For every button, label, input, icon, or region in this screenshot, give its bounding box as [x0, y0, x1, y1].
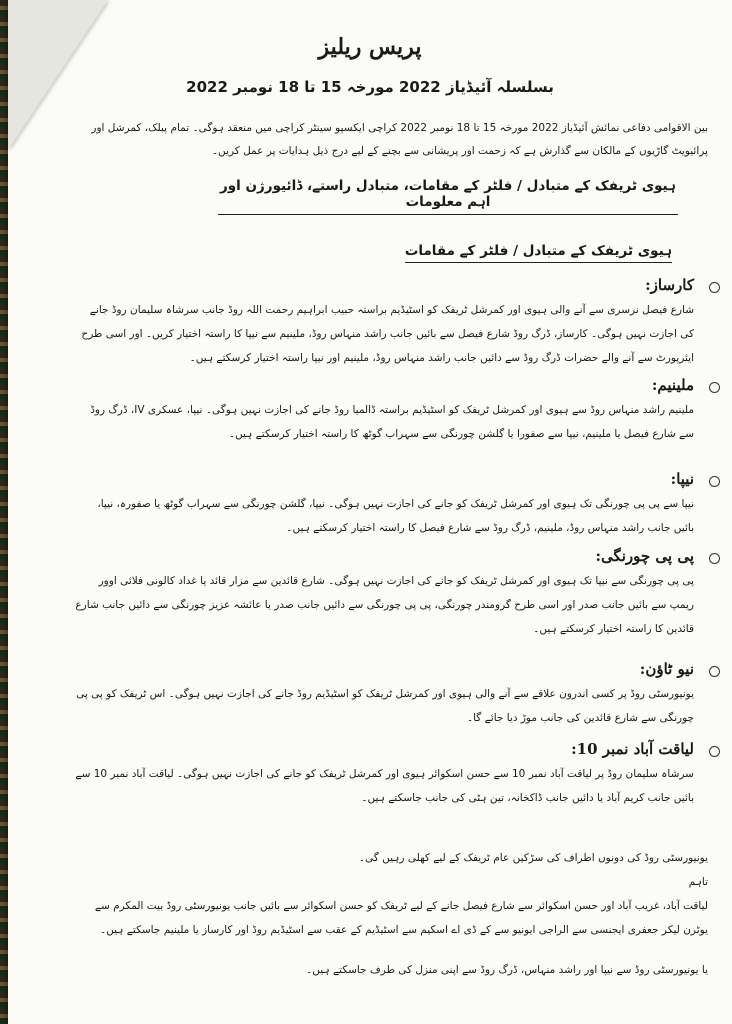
closing-line-1: یونیورسٹی روڈ کی دونوں اطراف کی سڑکیں عام ٹریفک کے لیے کھلی رہیں گی۔	[358, 852, 708, 864]
closing-line-2: تاہم	[688, 876, 708, 888]
list-item	[74, 470, 694, 540]
document-page	[8, 0, 732, 1024]
bullet-circle-icon	[709, 666, 720, 677]
item-body: پی پی چورنگی سے نیپا تک ہیوی اور کمرشل ٹریفک کو جانے کی اجازت نہیں ہوگی۔ شارع قائدین سے مزار قائد یا غداد کالونی فلائی اوور ریمپ سے بائیں جانب صدر اور اسی طرح گرومندر چورنگی، پی پی چورنگی سے دائیں جانب صدر یا عائشہ عزیز چورنگی سے دائیں جانب شارع قائدین کا راستہ اختیار کرسکتے ہیں۔	[75, 575, 694, 635]
item-title: لیاقت آباد نمبر 10:	[571, 740, 694, 758]
bullet-circle-icon	[709, 476, 720, 487]
item-title: ملینیم:	[651, 376, 694, 394]
bullet-circle-icon	[709, 382, 720, 393]
intro-paragraph: بین الاقوامی دفاعی نمائش آئیڈیاز 2022 مورخہ 15 تا 18 نومبر 2022 کراچی ایکسپو سینٹر کراچی میں منعقد ہوگی۔ تمام پبلک، کمرشل اور پرائیویٹ گاڑیوں کے مالکان سے گذارش ہے کہ زحمت اور پریشانی سے بچنے کے لیے درج ذیل ہدایات پر عمل کریں۔	[91, 122, 708, 157]
closing-line-4: یا یونیورسٹی روڈ سے نیپا اور راشد منہاس، ڈرگ روڈ سے اپنی منزل کی طرف جاسکتے ہیں۔	[306, 964, 708, 976]
item-body: نیپا سے پی پی چورنگی تک ہیوی اور کمرشل ٹریفک کو جانے کی اجازت نہیں ہوگی۔ نیپا، گلشن چورنگی سے سہراب گوٹھ یا صفورہ، نیپا، بائیں جانب راشد منہاس روڈ، ملینیم، ڈرگ روڈ سے شارع فیصل کا راستہ اختیار کرسکتے ہیں۔	[97, 498, 694, 534]
item-body: شارع فیصل نرسری سے آنے والی ہیوی اور کمرشل ٹریفک کو اسٹیڈیم براستہ حبیب ابراہیم رحمت اللہ روڈ جانب سرشاہ سلیمان روڈ جانے کی اجازت نہیں ہوگی۔ کارساز، ڈرگ روڈ شارع فیصل سے بائیں جانب راشد منہاس روڈ، ملینیم سے نیپا کا راستہ اختیار کریں۔ اور اسی طرح ایئرپورٹ سے آنے والے حضرات ڈرگ روڈ سے دائیں جانب راشد منہاس روڈ، ملینیم اور نیپا راستہ اختیار کرسکتے ہیں۔	[81, 304, 694, 364]
item-body: سرشاہ سلیمان روڈ پر لیاقت آباد نمبر 10 سے حسن اسکوائر ہیوی اور کمرشل ٹریفک کو جانے کی اجازت نہیں ہوگی۔ لیاقت آباد نمبر 10 سے بائیں جانب کریم آباد یا دائیں جانب ڈاکخانہ، تین ہٹی کی جانب جاسکتے ہیں۔	[75, 768, 694, 804]
page-title: پریس ریلیز	[318, 34, 422, 60]
item-body: ملینیم راشد منہاس روڈ سے ہیوی اور کمرشل ٹریفک کو اسٹیڈیم براستہ ڈالمیا روڈ جانے کی اجازت نہیں ہوگی۔ نیپا، عسکری IV، ڈرگ روڈ سے شارع فیصل یا ملینیم، نیپا سے صفورا یا گلشن چورنگی سے سہراب گوٹھ کا راستہ اختیار کرسکتے ہیں۔	[90, 404, 694, 440]
bullet-circle-icon	[709, 282, 720, 293]
bullet-circle-icon	[709, 553, 720, 564]
item-title: نیو ٹاؤن:	[639, 660, 694, 678]
list-item	[74, 547, 694, 641]
item-title: کارساز:	[645, 276, 694, 294]
list-item	[74, 740, 694, 810]
page-subtitle: بسلسلہ آئیڈیاز 2022 مورخہ 15 تا 18 نومبر 2022	[186, 78, 554, 96]
list-item	[74, 276, 694, 370]
section-heading: ہیوی ٹریفک کے متبادل / فلٹر کے مقامات	[405, 243, 672, 263]
list-item	[74, 376, 694, 446]
main-heading: ہیوی ٹریفک کے متبادل / فلٹر کے مقامات، متبادل راستے، ڈائیورژن اور اہم معلومات	[218, 178, 678, 215]
item-title: پی پی چورنگی:	[595, 547, 694, 565]
list-item	[74, 660, 694, 730]
item-body: یونیورسٹی روڈ پر کسی اندرون علاقے سے آنے والی ہیوی اور کمرشل ٹریفک کو اسٹیڈیم روڈ جانے کی اجازت نہیں ہوگی۔ اس ٹریفک کو پی پی چورنگی سے شارع قائدین کی جانب موڑ دیا جائے گا۔	[76, 688, 694, 724]
closing-line-3: لیاقت آباد، غریب آباد اور حسن اسکوائر سے شارع فیصل جانے کے لیے ٹریفک کو حسن اسکوائر سے بائیں جانب یونیورسٹی روڈ بیت المکرم سے یوٹرن لیکر جعفری ایجنسی سے الراجی ایونیو سے کے ڈی اے اسکیم سے اسٹیڈیم کے عقب سے اسٹیڈیم روڈ اور کارساز یا ملینیم جاسکتے ہیں۔	[94, 900, 708, 936]
item-title: نیپا:	[670, 470, 694, 488]
bullet-circle-icon	[709, 746, 720, 757]
